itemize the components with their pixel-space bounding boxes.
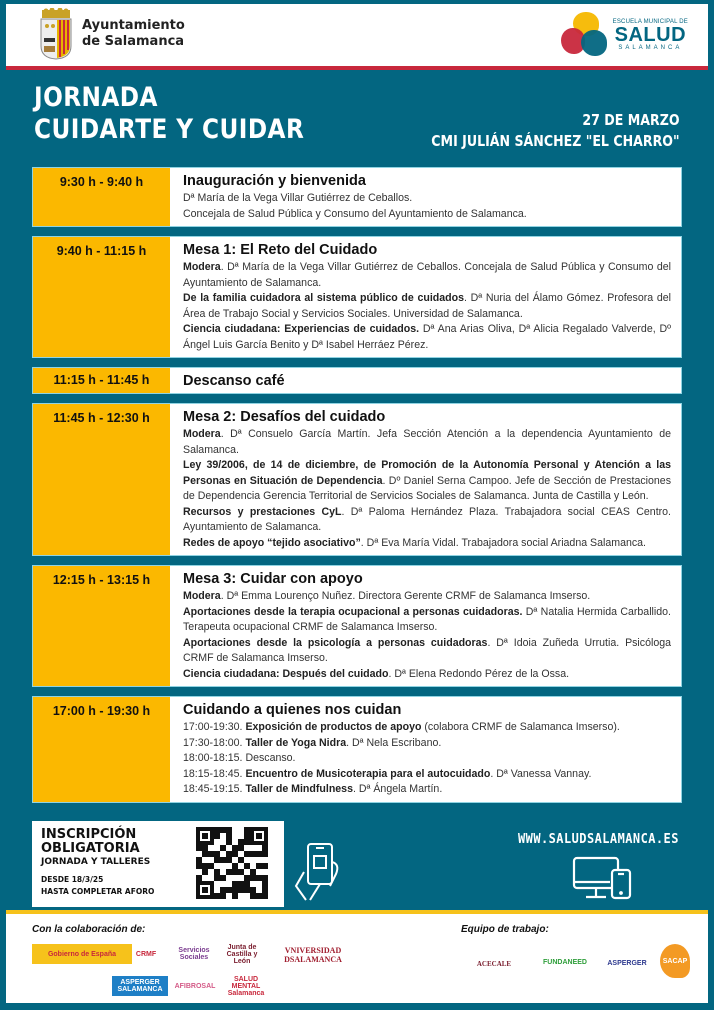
logo-servicios-sociales: Servicios Sociales bbox=[178, 947, 210, 961]
line-detail: . Dª Elena Redondo Pérez de la Ossa. bbox=[388, 667, 570, 680]
time-slot: 12:15 h - 13:15 h bbox=[33, 566, 170, 686]
session-title: Mesa 3: Cuidar con apoyo bbox=[183, 571, 363, 587]
session-line bbox=[183, 458, 671, 505]
logo-gobierno: Gobierno de España bbox=[32, 944, 132, 964]
registration-line3: JORNADA Y TALLERES bbox=[41, 857, 151, 867]
schedule-row bbox=[32, 696, 682, 803]
collab-label: Con la colaboración de: bbox=[32, 924, 146, 935]
logo-afibrosal: AFIBROSAL bbox=[174, 982, 216, 990]
line-detail: Dª Natalia Hermida Carballido. Terapeuta ocupacional CRMF de Salamanca Imserso. bbox=[183, 605, 671, 633]
session-line bbox=[183, 589, 671, 605]
registration-line4: DESDE 18/3/25 bbox=[41, 875, 104, 884]
escuela-salud-logo bbox=[561, 12, 688, 58]
line-detail: (colabora CRMF de Salamanca Imserso). bbox=[421, 721, 620, 733]
line-detail: . Dª Emma Lourenço Nuñez. Directora Gerente CRMF de Salamanca Imserso. bbox=[220, 590, 591, 602]
event-venue: CMI JULIÁN SÁNCHEZ "EL CHARRO" bbox=[431, 132, 680, 150]
line-topic: Aportaciones desde la terapia ocupacional a personas cuidadoras. bbox=[183, 605, 523, 618]
time-slot: 9:30 h - 9:40 h bbox=[33, 168, 170, 226]
line-detail: . Dª Nuria del Álamo Gómez. Profesora del Área de Trabajo Social y Servicios Sociales. Universidad de Salamanca. bbox=[183, 292, 671, 320]
line-detail: . Dª Ángela Martín. bbox=[352, 783, 443, 795]
line-detail: . Dª Vanessa Vannay. bbox=[490, 767, 592, 780]
logo-junta: Junta de Castilla y León bbox=[226, 943, 258, 965]
session-title: Mesa 2: Desafíos del cuidado bbox=[183, 409, 386, 425]
line-time: 18:15-18:45. bbox=[183, 767, 246, 780]
line-topic: Redes de apoyo “tejido asociativo” bbox=[183, 536, 361, 549]
event-title-line2: CUIDARTE Y CUIDAR bbox=[34, 114, 305, 145]
line-time: 17:30-18:00. bbox=[183, 736, 246, 749]
logo-salud-mental: SALUD MENTAL Salamanca bbox=[227, 975, 265, 997]
line-topic: Ciencia ciudadana: Experiencias de cuidados. bbox=[183, 323, 420, 335]
line-topic: Recursos y prestaciones CyL bbox=[183, 505, 342, 518]
logo-acecale: ACECALE bbox=[476, 960, 512, 968]
line-detail: . Dº Daniel Serna Campoo. Jefe de Sección de Prestaciones de Dependencia Gerencia Territorial de Servicios Sociales de Salamanca. Junta de Castilla y León. bbox=[183, 474, 671, 502]
schedule-row bbox=[32, 367, 682, 394]
school-big-text: SALUD bbox=[614, 24, 687, 46]
session-content bbox=[170, 404, 681, 555]
session-line bbox=[183, 667, 671, 683]
session-title: Inauguración y bienvenida bbox=[183, 173, 366, 189]
header-bar bbox=[6, 4, 708, 70]
time-slot: 11:45 h - 12:30 h bbox=[33, 404, 170, 555]
line-detail: . Dª Eva María Vidal. Trabajadora social Ariadna Salamanca. bbox=[360, 536, 646, 549]
team-label: Equipo de trabajo: bbox=[461, 924, 549, 935]
session-content bbox=[170, 168, 681, 226]
coat-of-arms-icon bbox=[38, 8, 74, 60]
footer-sponsors bbox=[6, 910, 708, 1003]
line-detail: . Dª Paloma Hernández Plaza. Trabajadora social CEAS Centro. Ayuntamiento de Salamanca. bbox=[183, 505, 671, 533]
session-content bbox=[170, 697, 681, 802]
logo-asperger: ASPERGER SALAMANCA bbox=[112, 976, 168, 996]
event-title-line1: JORNADA bbox=[34, 82, 158, 113]
line-detail: Concejala de Salud Pública y Consumo del Ayuntamiento de Salamanca. bbox=[183, 207, 527, 220]
qr-code[interactable] bbox=[196, 827, 268, 899]
event-info bbox=[432, 110, 680, 152]
school-small-text: ESCUELA MUNICIPAL DE bbox=[612, 19, 688, 25]
event-title bbox=[34, 82, 304, 146]
registration-line5: HASTA COMPLETAR AFORO bbox=[41, 887, 155, 896]
schedule-row bbox=[32, 167, 682, 227]
event-date: 27 DE MARZO bbox=[582, 111, 680, 129]
line-detail: . Dª Consuelo García Martín. Jefa Sección Atención a la dependencia Ayuntamiento de Salamanca. bbox=[183, 428, 671, 456]
session-line bbox=[183, 191, 671, 207]
line-topic: Aportaciones desde la psicología a personas cuidadoras bbox=[183, 636, 488, 649]
line-detail: Dª María de la Vega Villar Gutiérrez de Ceballos. bbox=[183, 192, 413, 204]
session-line bbox=[183, 751, 671, 767]
registration-line1: INSCRIPCIÓN bbox=[41, 827, 137, 842]
salud-blobs-icon bbox=[561, 12, 607, 58]
line-time: 18:45-19:15. bbox=[183, 783, 246, 795]
logo-asperger-team: ASPERGER bbox=[607, 959, 647, 967]
line-time: 18:00-18:15. bbox=[183, 752, 246, 764]
line-topic: Exposición de productos de apoyo bbox=[245, 721, 422, 733]
line-topic: Modera bbox=[183, 590, 221, 602]
line-topic: Taller de Mindfulness bbox=[245, 783, 353, 795]
time-slot: 11:15 h - 11:45 h bbox=[33, 368, 170, 393]
line-topic: Modera bbox=[183, 428, 221, 440]
session-line bbox=[183, 322, 671, 353]
logo-fundaneed: FUNDANEED bbox=[543, 958, 587, 966]
session-content bbox=[170, 368, 681, 393]
session-content bbox=[170, 237, 681, 357]
schedule-row bbox=[32, 565, 682, 687]
logo-sacap: SACAP bbox=[660, 944, 690, 978]
schedule-row bbox=[32, 403, 682, 556]
line-topic: Encuentro de Musicoterapia para el autocuidado bbox=[245, 767, 491, 780]
session-title: Descanso café bbox=[183, 373, 285, 389]
registration-line2: OBLIGATORIA bbox=[41, 841, 140, 856]
line-topic: Taller de Yoga Nidra bbox=[245, 736, 347, 749]
session-line bbox=[183, 291, 671, 322]
registration-band bbox=[0, 818, 714, 910]
session-line bbox=[183, 720, 671, 736]
line-time: 17:00-19:30. bbox=[183, 721, 246, 733]
session-line bbox=[183, 736, 671, 752]
time-slot: 17:00 h - 19:30 h bbox=[33, 697, 170, 802]
line-detail: . Dª María de la Vega Villar Gutiérrez de Ceballos. Concejala de Salud Pública y Consumo del Ayuntamiento de Salamanca. bbox=[183, 261, 671, 289]
org-name-line1: Ayuntamiento bbox=[82, 18, 185, 33]
session-line bbox=[183, 767, 671, 783]
line-topic: De la familia cuidadora al sistema público de cuidados bbox=[183, 292, 464, 304]
session-title: Mesa 1: El Reto del Cuidado bbox=[183, 242, 378, 258]
line-detail: Dª Ana Arias Oliva, Dª Alicia Regalado Valverde, Dº Ángel Luis García Benito y Dª Isabel Herráez Pérez. bbox=[183, 323, 671, 351]
line-topic: Modera bbox=[183, 261, 221, 273]
logo-universidad: VNIVERSIDAD DSALAMANCA bbox=[284, 946, 342, 964]
session-line bbox=[183, 605, 671, 636]
session-line bbox=[183, 427, 671, 458]
schedule-row bbox=[32, 236, 682, 358]
website-link[interactable]: WWW.SALUDSALAMANCA.ES bbox=[518, 832, 679, 847]
ayuntamiento-logo bbox=[38, 8, 185, 60]
line-detail: Descanso. bbox=[245, 752, 296, 764]
school-sub-text: SALAMANCA bbox=[618, 45, 683, 51]
session-line bbox=[183, 636, 671, 667]
time-slot: 9:40 h - 11:15 h bbox=[33, 237, 170, 357]
session-line bbox=[183, 536, 671, 552]
devices-icon bbox=[572, 856, 634, 900]
session-line bbox=[183, 207, 671, 223]
org-name-line2: de Salamanca bbox=[82, 34, 185, 49]
logo-crmf: CRMF bbox=[135, 950, 157, 958]
session-line bbox=[183, 505, 671, 536]
registration-box bbox=[32, 821, 284, 907]
session-content bbox=[170, 566, 681, 686]
schedule bbox=[32, 167, 682, 812]
line-topic: Ley 39/2006, de 14 de diciembre, de Promoción de la Autonomía Personal y Atención a las Personas en Situación de Dependencia bbox=[183, 459, 671, 487]
line-topic: Ciencia ciudadana: Después del cuidado bbox=[183, 667, 389, 680]
line-detail: . Dª Idoia Zuñeda Urrutia. Psicóloga CRMF de Salamanca Imserso. bbox=[183, 636, 671, 664]
session-title: Cuidando a quienes nos cuidan bbox=[183, 702, 402, 718]
session-line bbox=[183, 260, 671, 291]
phone-scan-icon bbox=[290, 842, 350, 902]
session-line bbox=[183, 782, 671, 798]
line-detail: . Dª Nela Escribano. bbox=[346, 736, 442, 749]
